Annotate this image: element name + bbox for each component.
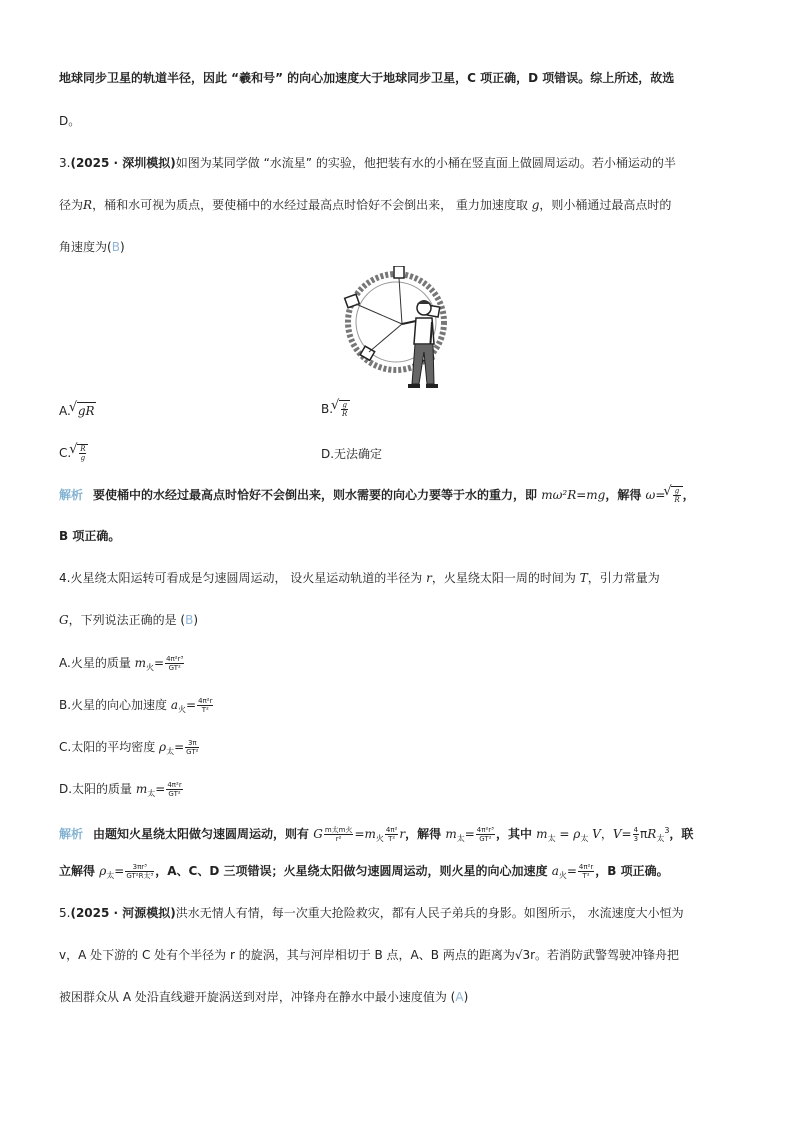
option-d: D.无法确定 — [321, 447, 383, 461]
option-b: B.火星的向心加速度 $a_火=$ $\frac{\text{4π²r}}{\text{T²}}$ — [59, 697, 213, 714]
answer-key: B — [185, 613, 194, 627]
analysis-line: 立解得 $\rho_太=$ $\frac{\text{3πr³}}{\text{GT²R太³}}$ ，A、C、D 三项错误；火星绕太阳做匀速圆周运动，则火星的向心加速度 $a_火=$ $\frac{\text{4π²r}}{\text{T²}}$ ，B 项正确。 — [59, 863, 669, 880]
question-3-line — [59, 155, 676, 171]
question-5-line: 被困群众从 A 处沿直线避开旋涡送到对岸，冲锋舟在静水中最小速度值为 (A) — [59, 990, 469, 1004]
option-a: A.√ gR — [59, 402, 96, 419]
answer-key: A — [455, 990, 464, 1004]
question-text: 如图为某同学做 “水流星” 的实验，他把装有水的小桶在竖直面上做圆周运动。若小桶运动的半 — [175, 156, 676, 170]
analysis-line: 解析 要使桶中的水经过最高点时恰好不会倒出来，则水需要的向心力要等于水的重力，即 mω²R=mg，解得 ω= √ $\frac{g}{R}$ ， — [59, 486, 695, 504]
option-a: A.火星的质量 $m_火=$ $\frac{\text{4π²r³}}{\text{GT²}}$ — [59, 655, 184, 672]
paragraph-line: D。 — [59, 114, 81, 128]
option-c: C.太阳的平均密度 $\rho_太=$ $\frac{3\pi}{\text{GT²}}$ — [59, 739, 199, 756]
question-source: (2025 · 深圳模拟) — [70, 156, 176, 170]
option-c: C. √ $\frac{R}{g}$ — [59, 444, 88, 462]
water-meteor-figure — [336, 266, 460, 394]
question-5-line: v，A 处下游的 C 处有个半径为 r 的旋涡，其与河岸相切于 B 点，A、B 两点的距离为√3r。若消防武警驾驶冲锋舟把 — [59, 948, 680, 962]
option-b: B. √ $\frac{g}{R}$ — [321, 400, 350, 418]
option-d: D.太阳的质量 $m_太=$ $\frac{\text{4π²r}}{\text{GT²}}$ — [59, 781, 182, 798]
question-4-line: 4.火星绕太阳运转可看成是匀速圆周运动， 设火星运动轨道的半径为 r，火星绕太阳一周的时间为 T，引力常量为 — [59, 571, 660, 585]
answer-key: B — [111, 240, 120, 254]
paragraph-line: 地球同步卫星的轨道半径，因此 “羲和号” 的向心加速度大于地球同步卫星，C 项正确，D 项错误。综上所述，故选 — [59, 71, 675, 85]
analysis-line: B 项正确。 — [59, 529, 121, 543]
question-5-line: 5.(2025 · 河源模拟)洪水无情人有情，每一次重大抢险救灾，都有人民子弟兵的身影。如图所示， 水流速度大小恒为 — [59, 906, 684, 920]
analysis-tag: 解析 — [59, 488, 84, 502]
analysis-tag: 解析 — [59, 827, 84, 841]
question-4-line: G，下列说法正确的是 (B) — [59, 613, 199, 627]
analysis-line: 解析 由题知火星绕太阳做匀速圆周运动，则有 G $\frac{\text{m太m火}}{\text{r²}}$ $=m_火$ $\frac{\text{4π²}}{\text{T²}}$ r，解得 $m_太=$ $\frac{\text{4π²r³}}{\text{GT²}}$ ，其中 $m_太 = \rho_太$ V，V= $\frac{4}{3}$ $\pi R_太^3$，联 — [59, 826, 694, 843]
figure-illustration — [336, 266, 460, 394]
question-3-line: 角速度为(B) — [59, 240, 125, 254]
question-number: 3. — [59, 156, 71, 170]
question-3-line: 径为R，桶和水可视为质点，要使桶中的水经过最高点时恰好不会倒出来， 重力加速度取 g，则小桶通过最高点时的 — [59, 198, 672, 212]
